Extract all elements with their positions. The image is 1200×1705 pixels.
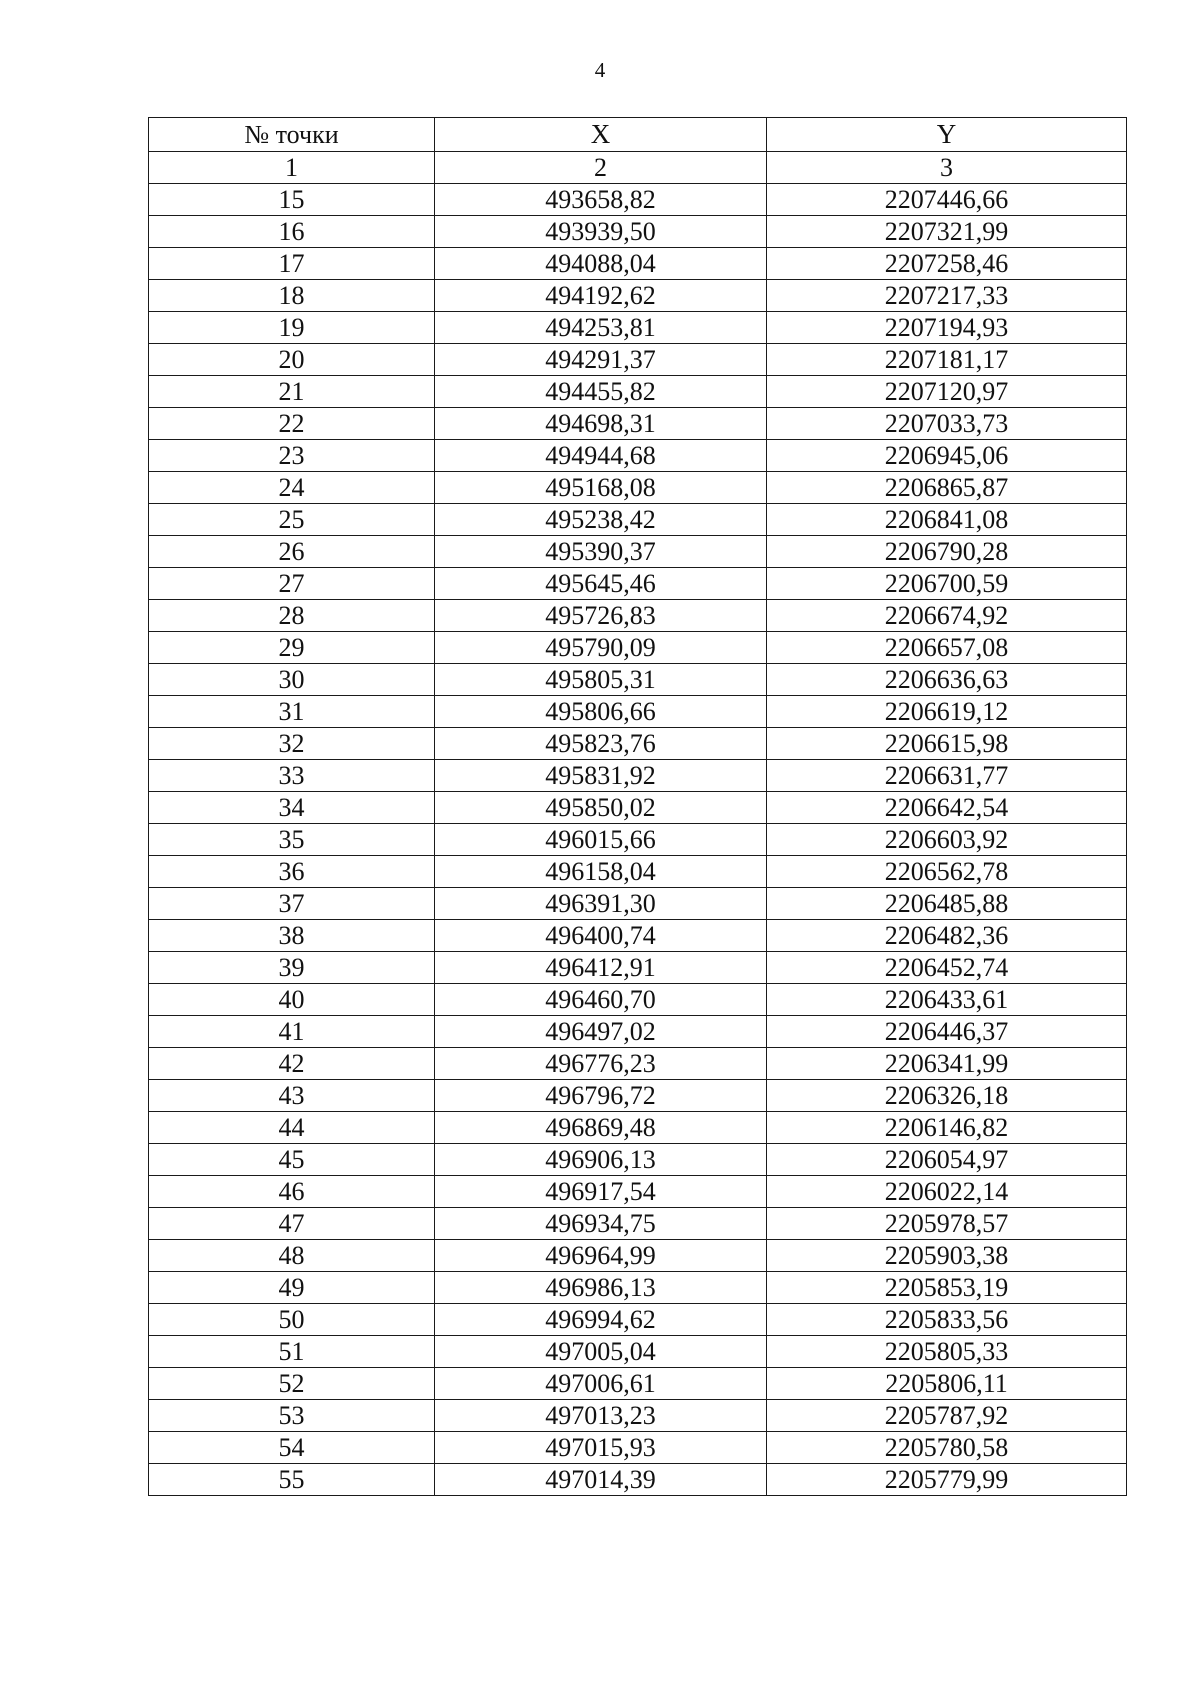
cell-y: 2206482,36 [767, 920, 1127, 952]
cell-y: 2206562,78 [767, 856, 1127, 888]
cell-point-number: 18 [149, 280, 435, 312]
cell-x: 495805,31 [435, 664, 767, 696]
cell-point-number: 41 [149, 1016, 435, 1048]
cell-y: 2206146,82 [767, 1112, 1127, 1144]
cell-x: 496460,70 [435, 984, 767, 1016]
table-row [149, 344, 1127, 376]
cell-point-number: 30 [149, 664, 435, 696]
cell-point-number: 23 [149, 440, 435, 472]
table-row [149, 312, 1127, 344]
cell-point-number: 15 [149, 184, 435, 216]
cell-y: 2206619,12 [767, 696, 1127, 728]
cell-y: 2205787,92 [767, 1400, 1127, 1432]
table-row [149, 568, 1127, 600]
cell-x: 495823,76 [435, 728, 767, 760]
cell-point-number: 40 [149, 984, 435, 1016]
cell-y: 2205805,33 [767, 1336, 1127, 1368]
table-row [149, 824, 1127, 856]
table-body [149, 118, 1127, 1496]
coordinates-table [148, 117, 1127, 1496]
table-row [149, 664, 1127, 696]
cell-point-number: 22 [149, 408, 435, 440]
cell-point-number: 25 [149, 504, 435, 536]
column-number-row [149, 152, 1127, 184]
cell-y: 2206446,37 [767, 1016, 1127, 1048]
cell-x: 494455,82 [435, 376, 767, 408]
cell-point-number: 52 [149, 1368, 435, 1400]
cell-point-number: 28 [149, 600, 435, 632]
cell-y: 2206674,92 [767, 600, 1127, 632]
cell-y: 2206452,74 [767, 952, 1127, 984]
table-row [149, 1368, 1127, 1400]
cell-x: 495831,92 [435, 760, 767, 792]
table-row [149, 856, 1127, 888]
cell-y: 2205903,38 [767, 1240, 1127, 1272]
cell-point-number: 37 [149, 888, 435, 920]
cell-y: 2206054,97 [767, 1144, 1127, 1176]
cell-x: 496497,02 [435, 1016, 767, 1048]
cell-point-number: 55 [149, 1464, 435, 1496]
column-number: 2 [435, 152, 767, 184]
table-row [149, 280, 1127, 312]
table-row [149, 1176, 1127, 1208]
table-row [149, 1336, 1127, 1368]
table-row [149, 760, 1127, 792]
cell-x: 496986,13 [435, 1272, 767, 1304]
cell-point-number: 43 [149, 1080, 435, 1112]
cell-y: 2206433,61 [767, 984, 1127, 1016]
cell-y: 2206022,14 [767, 1176, 1127, 1208]
cell-y: 2206603,92 [767, 824, 1127, 856]
cell-x: 496391,30 [435, 888, 767, 920]
cell-point-number: 42 [149, 1048, 435, 1080]
table-row [149, 408, 1127, 440]
cell-x: 496015,66 [435, 824, 767, 856]
table-row [149, 1240, 1127, 1272]
cell-y: 2206636,63 [767, 664, 1127, 696]
cell-y: 2207446,66 [767, 184, 1127, 216]
cell-y: 2206326,18 [767, 1080, 1127, 1112]
cell-y: 2207181,17 [767, 344, 1127, 376]
table-row [149, 920, 1127, 952]
cell-y: 2206485,88 [767, 888, 1127, 920]
cell-x: 493658,82 [435, 184, 767, 216]
cell-point-number: 39 [149, 952, 435, 984]
cell-point-number: 48 [149, 1240, 435, 1272]
cell-point-number: 32 [149, 728, 435, 760]
cell-x: 496906,13 [435, 1144, 767, 1176]
cell-x: 496934,75 [435, 1208, 767, 1240]
cell-x: 494253,81 [435, 312, 767, 344]
cell-x: 493939,50 [435, 216, 767, 248]
table-row [149, 184, 1127, 216]
cell-y: 2206642,54 [767, 792, 1127, 824]
cell-point-number: 26 [149, 536, 435, 568]
cell-x: 496994,62 [435, 1304, 767, 1336]
cell-y: 2207120,97 [767, 376, 1127, 408]
cell-x: 497013,23 [435, 1400, 767, 1432]
cell-point-number: 27 [149, 568, 435, 600]
table-row [149, 1080, 1127, 1112]
cell-y: 2205978,57 [767, 1208, 1127, 1240]
cell-point-number: 53 [149, 1400, 435, 1432]
cell-x: 494291,37 [435, 344, 767, 376]
cell-point-number: 35 [149, 824, 435, 856]
cell-x: 495645,46 [435, 568, 767, 600]
cell-point-number: 47 [149, 1208, 435, 1240]
cell-y: 2206865,87 [767, 472, 1127, 504]
cell-x: 495726,83 [435, 600, 767, 632]
header-x: X [435, 118, 767, 152]
cell-x: 497014,39 [435, 1464, 767, 1496]
cell-y: 2206700,59 [767, 568, 1127, 600]
cell-point-number: 54 [149, 1432, 435, 1464]
column-number: 3 [767, 152, 1127, 184]
table-row [149, 1464, 1127, 1496]
cell-x: 495390,37 [435, 536, 767, 568]
table-row [149, 1272, 1127, 1304]
cell-x: 494944,68 [435, 440, 767, 472]
cell-x: 496400,74 [435, 920, 767, 952]
cell-point-number: 17 [149, 248, 435, 280]
table-row [149, 728, 1127, 760]
table-row [149, 1112, 1127, 1144]
cell-x: 494192,62 [435, 280, 767, 312]
table-row [149, 472, 1127, 504]
header-y: Y [767, 118, 1127, 152]
cell-point-number: 31 [149, 696, 435, 728]
cell-y: 2206615,98 [767, 728, 1127, 760]
cell-x: 495168,08 [435, 472, 767, 504]
table-row [149, 1016, 1127, 1048]
cell-point-number: 44 [149, 1112, 435, 1144]
table-row [149, 1208, 1127, 1240]
cell-point-number: 16 [149, 216, 435, 248]
cell-y: 2205806,11 [767, 1368, 1127, 1400]
table-row [149, 376, 1127, 408]
column-number: 1 [149, 152, 435, 184]
cell-x: 497006,61 [435, 1368, 767, 1400]
cell-point-number: 19 [149, 312, 435, 344]
table-row [149, 792, 1127, 824]
cell-x: 496964,99 [435, 1240, 767, 1272]
table-row [149, 984, 1127, 1016]
cell-point-number: 20 [149, 344, 435, 376]
cell-y: 2205853,19 [767, 1272, 1127, 1304]
header-row [149, 118, 1127, 152]
cell-x: 495238,42 [435, 504, 767, 536]
table-row [149, 632, 1127, 664]
cell-x: 495790,09 [435, 632, 767, 664]
cell-y: 2206631,77 [767, 760, 1127, 792]
cell-y: 2207258,46 [767, 248, 1127, 280]
cell-y: 2207217,33 [767, 280, 1127, 312]
cell-point-number: 24 [149, 472, 435, 504]
cell-x: 494088,04 [435, 248, 767, 280]
page-number: 4 [594, 58, 606, 82]
table-row [149, 600, 1127, 632]
cell-point-number: 49 [149, 1272, 435, 1304]
cell-point-number: 29 [149, 632, 435, 664]
cell-x: 495850,02 [435, 792, 767, 824]
table-row [149, 952, 1127, 984]
cell-x: 496158,04 [435, 856, 767, 888]
cell-x: 496776,23 [435, 1048, 767, 1080]
cell-x: 497015,93 [435, 1432, 767, 1464]
cell-y: 2206657,08 [767, 632, 1127, 664]
cell-point-number: 36 [149, 856, 435, 888]
cell-point-number: 51 [149, 1336, 435, 1368]
table-row [149, 1048, 1127, 1080]
cell-point-number: 45 [149, 1144, 435, 1176]
table-row [149, 888, 1127, 920]
cell-point-number: 50 [149, 1304, 435, 1336]
cell-point-number: 33 [149, 760, 435, 792]
cell-x: 496917,54 [435, 1176, 767, 1208]
cell-y: 2207033,73 [767, 408, 1127, 440]
cell-y: 2205780,58 [767, 1432, 1127, 1464]
table-row [149, 440, 1127, 472]
header-point-number: № точки [149, 118, 435, 152]
cell-y: 2205833,56 [767, 1304, 1127, 1336]
table-row [149, 1144, 1127, 1176]
table-row [149, 1400, 1127, 1432]
cell-x: 497005,04 [435, 1336, 767, 1368]
cell-y: 2207321,99 [767, 216, 1127, 248]
cell-x: 496869,48 [435, 1112, 767, 1144]
cell-point-number: 38 [149, 920, 435, 952]
table-row [149, 504, 1127, 536]
cell-x: 496796,72 [435, 1080, 767, 1112]
cell-y: 2206341,99 [767, 1048, 1127, 1080]
table-row [149, 216, 1127, 248]
table-row [149, 248, 1127, 280]
cell-point-number: 34 [149, 792, 435, 824]
cell-x: 495806,66 [435, 696, 767, 728]
cell-point-number: 46 [149, 1176, 435, 1208]
table-row [149, 536, 1127, 568]
cell-y: 2207194,93 [767, 312, 1127, 344]
cell-y: 2206790,28 [767, 536, 1127, 568]
cell-x: 496412,91 [435, 952, 767, 984]
cell-x: 494698,31 [435, 408, 767, 440]
cell-y: 2206945,06 [767, 440, 1127, 472]
table-row [149, 1304, 1127, 1336]
table-row [149, 696, 1127, 728]
cell-point-number: 21 [149, 376, 435, 408]
table-row [149, 1432, 1127, 1464]
cell-y: 2206841,08 [767, 504, 1127, 536]
cell-y: 2205779,99 [767, 1464, 1127, 1496]
